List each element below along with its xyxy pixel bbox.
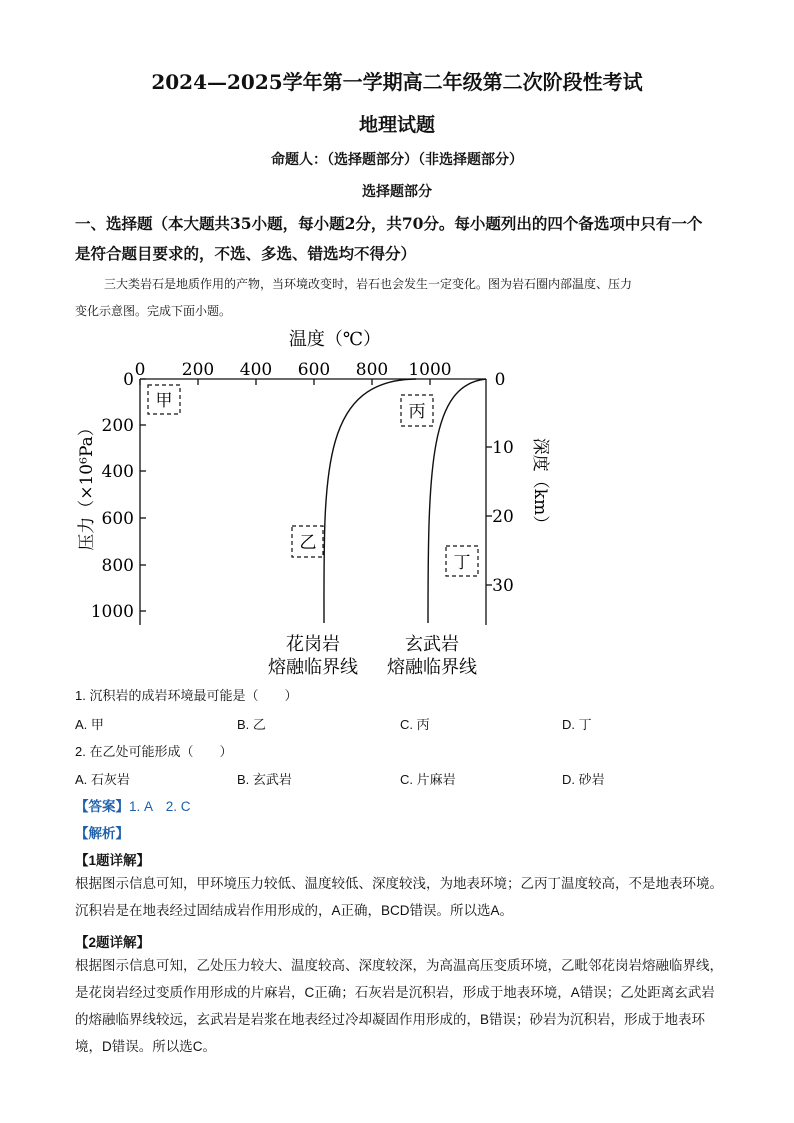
granite-melting-curve [324,379,416,623]
q1-option-d: D. 丁 [562,717,592,732]
intro-line2: 变化示意图。完成下面小题。 [75,304,232,318]
top-tick-label: 1000 [408,360,452,380]
section-instructions-line1: 一、选择题（本大题共35小题，每小题2分，共70分。每小题列出的四个备选项中只有一个 [75,214,703,233]
detail2-text: 根据图示信息可知，乙处压力较大、温度较高、深度较深，为高温高压变质环境，乙毗邻花岗岩熔融临界线，是花岗岩经过变质作用形成的片麻岩，C正确；石灰岩是沉积岩，形成于地表环境，A错误；乙处距离玄武岩的熔融临界线较远，玄武岩是岩浆在地表经过冷却凝固作用形成的，B错误；砂岩为沉积岩，形成于地表环境，D错误。所以选C。 [75,958,723,1054]
q2-option-b: B. 玄武岩 [237,772,292,787]
section-instructions-line2: 是符合题目要求的，不选、多选、错选均不得分） [75,244,417,263]
label-ding: 丁 [453,553,471,573]
label-jia: 甲 [155,391,173,411]
left-axis [140,379,146,625]
right-tick-label: 0 [494,370,506,390]
basalt-label-line2: 熔融临界线 [387,657,477,678]
detail2-label: 【2题详解】 [75,935,151,950]
granite-label-line2: 熔融临界线 [268,657,358,678]
part-heading: 选择题部分 [362,184,432,200]
top-axis-title: 温度（℃） [288,329,382,350]
top-tick-label: 200 [181,360,215,380]
left-tick-label: 400 [101,462,134,482]
q1-option-b: B. 乙 [237,717,266,732]
author-line: 命题人：（选择题部分）（非选择题部分） [271,152,523,168]
right-tick-label: 30 [492,576,514,596]
detail1-heading [75,849,150,869]
right-tick-label: 20 [492,507,514,527]
right-axis [486,379,492,625]
left-tick-label: 600 [101,509,134,529]
right-tick-label: 10 [492,438,514,458]
analysis-line [75,822,129,842]
answer-line [75,795,191,815]
detail1-text: 根据图示信息可知，甲环境压力较低、温度较低、深度较浅，为地表环境；乙丙丁温度较高，不是地表环境。沉积岩是在地表经过固结成岩作用形成的，A正确，BCD错误。所以选A。 [75,876,723,918]
right-axis-title: 深度（km） [530,437,550,533]
label-bing: 丙 [408,402,426,422]
q1-option-c: C. 丙 [400,717,430,732]
left-tick-label: 800 [101,556,134,576]
top-tick-label: 800 [355,360,389,380]
q1-stem: 1. 沉积岩的成岩环境最可能是（ ） [75,688,298,703]
subject-title: 地理试题 [358,114,435,136]
left-tick-label: 0 [123,370,134,390]
q2-option-c: C. 片麻岩 [400,772,456,787]
basalt-label-line1: 玄武岩 [405,634,459,655]
top-tick-label: 0 [134,360,146,380]
rock-diagram [60,325,550,685]
label-yi: 乙 [299,533,317,553]
detail1-label: 【1题详解】 [75,853,151,868]
q1-option-a: A. 甲 [75,717,104,732]
q2-option-a: A. 石灰岩 [75,772,130,787]
granite-label-line1: 花岗岩 [286,634,340,655]
answer-value: 1. A 2. C [129,799,191,814]
analysis-label: 【解析】 [75,826,129,841]
intro-line1: 三大类岩石是地质作用的产物，当环境改变时，岩石也会发生一定变化。图为岩石圈内部温度、压力 [104,277,633,291]
q2-option-d: D. 砂岩 [562,772,605,787]
basalt-melting-curve [428,379,486,623]
left-axis-title: 压力（×10⁶Pa） [77,419,97,551]
left-tick-label: 1000 [90,602,134,622]
answer-label: 【答案】 [75,799,129,814]
top-tick-label: 400 [239,360,273,380]
left-tick-label: 200 [101,416,134,436]
exam-title: 2024—2025学年第一学期高二年级第二次阶段性考试 [151,70,643,94]
top-tick-label: 600 [297,360,331,380]
detail2-heading [75,931,150,951]
q2-stem: 2. 在乙处可能形成（ ） [75,744,233,759]
